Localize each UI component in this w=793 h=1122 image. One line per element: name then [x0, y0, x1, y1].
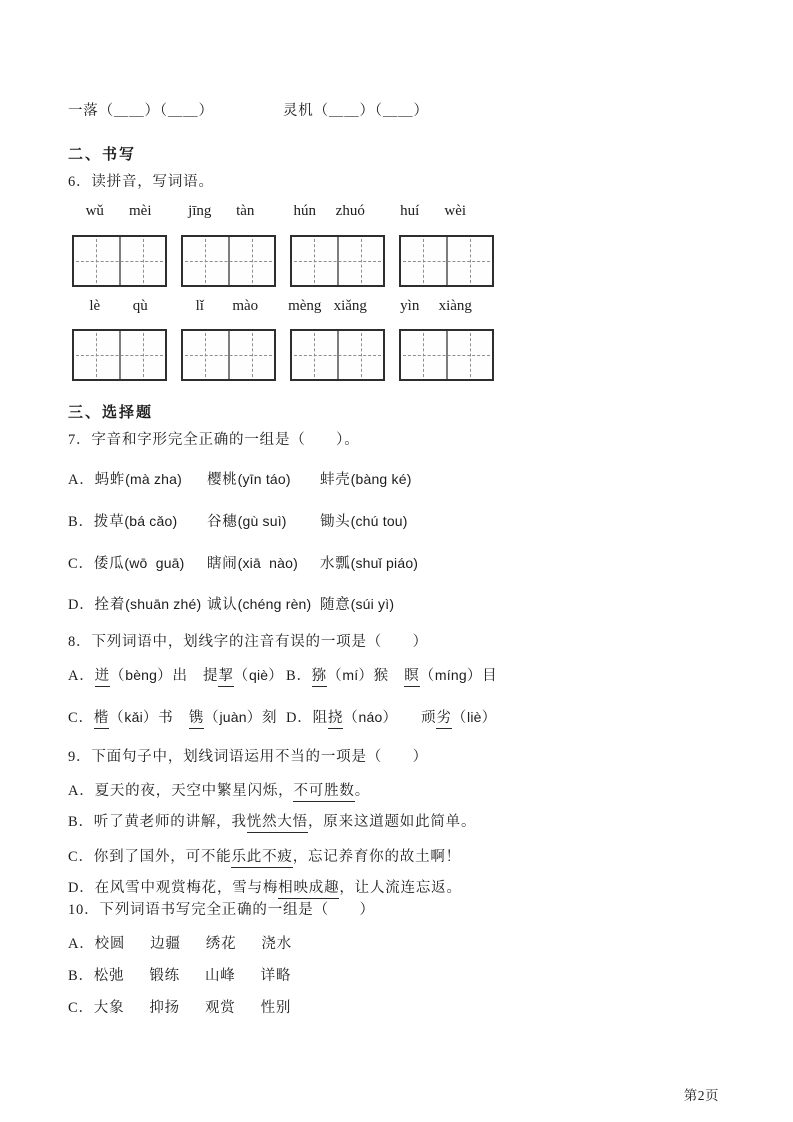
hanzi-word: C．倭瓜 [68, 556, 125, 572]
writing-grid-cell [337, 331, 384, 379]
q8-prompt: 8．下列词语中，划线字的注音有误的一项是（ ） [68, 634, 428, 650]
hanzi-word: 蚌壳 [320, 472, 351, 488]
underlined-term: 镌 [189, 710, 204, 729]
fill-blank-right: 灵机（＿＿）（＿＿） [283, 103, 429, 119]
pinyin-annotation: (shuǐ piáo) [350, 555, 419, 571]
writing-grid-box [181, 235, 276, 287]
pinyin-row-2 [72, 298, 478, 315]
text-segment: （ [419, 668, 435, 684]
text-segment: ）书 [142, 710, 189, 726]
underlined-term: 猕 [312, 668, 327, 687]
text-segment: （ [327, 668, 343, 684]
word-with-pinyin [68, 596, 207, 614]
pinyin-row-1 [72, 203, 478, 220]
q7-option-c [68, 555, 418, 573]
word-item: 详略 [260, 968, 292, 984]
writing-grid-box [181, 329, 276, 381]
word-with-pinyin [68, 555, 207, 573]
word-item: C．大象 [68, 1000, 125, 1016]
text-segment: （ [204, 710, 220, 726]
pinyin-syllable: yìn [400, 298, 420, 314]
word-with-pinyin [320, 555, 418, 573]
text-segment: ，忘记养育你的故土啊！ [292, 849, 461, 865]
q9-option-b [68, 813, 476, 831]
q6-prompt: 6．读拼音，写词语。 [68, 174, 214, 190]
underlined-term: 乐此不疲 [231, 849, 292, 868]
writing-grid-cell [228, 331, 275, 379]
q9-option-c [68, 848, 461, 866]
writing-grid-cell [292, 237, 337, 285]
underlined-term: 瞑 [404, 668, 419, 687]
pinyin-annotation: (bá cǎo) [124, 513, 178, 529]
q10-prompt: 10．下列词语书写完全正确的一组是（ ） [68, 902, 375, 918]
pinyin-annotation: (súi yì) [350, 596, 395, 612]
writing-grid-box [72, 329, 167, 381]
q8-option-d [286, 709, 497, 727]
word-with-pinyin [207, 471, 320, 489]
writing-grid-cell [119, 237, 166, 285]
q7-option-a [68, 471, 412, 489]
underlined-term: 不可胜数 [293, 783, 354, 802]
underlined-term: 挠 [328, 710, 343, 729]
text-segment: míng [434, 667, 467, 683]
hanzi-word: 水瓢 [320, 556, 351, 572]
pinyin-annotation: (bàng ké) [350, 471, 412, 487]
pinyin-group [177, 203, 268, 220]
q9-option-d [68, 879, 462, 897]
writing-grid-row-2 [72, 329, 494, 381]
pinyin-syllable: wǔ [85, 203, 104, 219]
word-item: 绣花 [205, 936, 237, 952]
word-item: 边疆 [150, 936, 181, 952]
pinyin-group [72, 298, 163, 315]
word-item: A．校圆 [68, 936, 126, 952]
pinyin-syllable: huí [400, 203, 420, 219]
underlined-term: 迸 [95, 668, 110, 687]
pinyin-syllable: lè [89, 298, 101, 314]
q8-options-cd [68, 709, 497, 727]
hanzi-word: D．拴着 [68, 597, 126, 613]
word-item: 性别 [260, 1000, 292, 1016]
q9-prompt: 9．下面句子中，划线词语运用不当的一项是（ ） [68, 749, 428, 765]
writing-grid-row-1 [72, 235, 494, 287]
q7-option-d [68, 596, 394, 614]
pinyin-annotation: (wō guā) [124, 555, 185, 571]
pinyin-group [387, 298, 478, 315]
hanzi-word: 诚认 [207, 597, 238, 613]
writing-grid-box [290, 329, 385, 381]
text-segment: ）目 [466, 668, 498, 684]
word-with-pinyin [320, 513, 408, 531]
page-number: 第2页 [683, 1088, 719, 1103]
pinyin-syllable: wèi [444, 203, 467, 219]
pinyin-annotation: (chéng rèn) [237, 596, 312, 612]
text-segment: D．阻 [286, 710, 328, 726]
text-segment: ，让人流连忘返。 [339, 880, 462, 896]
pinyin-group [282, 298, 373, 315]
word-with-pinyin [207, 596, 320, 614]
section-heading-choice: 三、选择题 [68, 404, 154, 421]
q7-option-b [68, 513, 408, 531]
word-with-pinyin [207, 513, 320, 531]
hanzi-word: 樱桃 [207, 472, 238, 488]
hanzi-word: 谷穗 [207, 514, 238, 530]
underlined-term: 楷 [94, 710, 109, 729]
q8-options-ab [68, 667, 497, 685]
q10-option-c [68, 999, 291, 1017]
pinyin-syllable: qù [132, 298, 148, 314]
pinyin-group [72, 203, 163, 220]
pinyin-annotation: (shuān zhé) [125, 596, 202, 612]
writing-grid-cell [183, 237, 228, 285]
text-segment: C． [68, 710, 94, 726]
fill-blank-left: 一落（＿＿）（＿＿） [68, 103, 214, 119]
writing-grid-cell [292, 331, 337, 379]
q7-prompt: 7．字音和字形完全正确的一组是（ ）。 [68, 432, 360, 448]
word-item: 浇水 [261, 936, 292, 952]
text-segment: （ [109, 710, 125, 726]
pinyin-annotation: (mà zha) [125, 471, 183, 487]
pinyin-syllable: hún [293, 203, 316, 219]
section-heading-writing: 二、书写 [68, 146, 137, 163]
text-segment: （ [451, 710, 468, 726]
writing-grid-cell [446, 331, 493, 379]
pinyin-syllable: mào [232, 298, 259, 314]
text-segment: ） [481, 710, 497, 726]
pinyin-syllable: xiàng [438, 298, 472, 314]
word-item: 锻练 [149, 968, 180, 984]
pinyin-syllable: mèng [288, 298, 322, 314]
text-segment: （ [233, 668, 249, 684]
text-segment: 。 [354, 783, 370, 799]
text-segment: kǎi [124, 709, 143, 725]
pinyin-group [177, 298, 268, 315]
writing-grid-cell [119, 331, 166, 379]
pinyin-annotation: (gù suì) [237, 513, 287, 529]
word-with-pinyin [320, 471, 412, 489]
writing-grid-cell [401, 237, 446, 285]
pinyin-group [387, 203, 478, 220]
text-segment: liè [467, 709, 482, 725]
text-segment: náo [358, 709, 383, 725]
writing-grid-box [72, 235, 167, 287]
q8-option-a [68, 667, 286, 685]
word-with-pinyin [320, 596, 394, 614]
text-segment: ）猴 [358, 668, 405, 684]
underlined-term: 劣 [436, 710, 451, 729]
text-segment: （ [109, 668, 126, 684]
hanzi-word: A．蚂蚱 [68, 472, 126, 488]
hanzi-word: 锄头 [320, 514, 351, 530]
pinyin-annotation: (chú tou) [350, 513, 408, 529]
pinyin-annotation: (yīn táo) [237, 471, 291, 487]
text-segment: bèng [125, 667, 158, 683]
text-segment: C．你到了国外，可不能 [68, 849, 232, 865]
hanzi-word: 随意 [320, 597, 351, 613]
text-segment: ）出 提 [157, 668, 219, 684]
pinyin-syllable: lǐ [195, 298, 204, 314]
word-with-pinyin [68, 471, 207, 489]
writing-grid-cell [337, 237, 384, 285]
writing-grid-box [290, 235, 385, 287]
pinyin-syllable: mèi [129, 203, 152, 219]
word-item: 观赏 [204, 1000, 236, 1016]
text-segment: ） [268, 668, 284, 684]
text-segment: juàn [219, 709, 247, 725]
word-item: 山峰 [204, 968, 236, 984]
text-segment: qiè [248, 667, 269, 683]
text-segment: ，原来这道题如此简单。 [307, 814, 477, 830]
underlined-term: 挈 [218, 668, 233, 687]
word-item: 抑扬 [149, 1000, 180, 1016]
word-item: B．松弛 [68, 968, 125, 984]
q9-option-a [68, 782, 370, 800]
hanzi-word: 瞎闹 [207, 556, 238, 572]
text-segment: ）刻 [246, 710, 278, 726]
hanzi-word: B．拨草 [68, 514, 125, 530]
writing-grid-cell [401, 331, 446, 379]
q8-option-b [286, 667, 497, 685]
writing-grid-cell [228, 237, 275, 285]
text-segment: D．在风雪中观赏梅花，雪与梅 [68, 880, 279, 896]
writing-grid-cell [446, 237, 493, 285]
pinyin-syllable: tàn [236, 203, 255, 219]
word-with-pinyin [207, 555, 320, 573]
text-segment: ） 顽 [382, 710, 437, 726]
pinyin-annotation: (xiā nào) [237, 555, 298, 571]
text-segment: A．夏天的夜，天空中繁星闪烁， [68, 783, 294, 799]
writing-grid-cell [183, 331, 228, 379]
pinyin-syllable: jīng [188, 203, 212, 219]
q10-option-a [68, 935, 292, 953]
writing-grid-cell [74, 237, 119, 285]
q8-option-c [68, 709, 286, 727]
pinyin-syllable: zhuó [335, 203, 365, 219]
writing-grid-box [399, 329, 494, 381]
writing-grid-box [399, 235, 494, 287]
pinyin-group [282, 203, 373, 220]
pinyin-syllable: xiǎng [333, 298, 367, 314]
text-segment: A． [68, 668, 95, 684]
text-segment: B． [286, 668, 312, 684]
text-segment: （ [343, 710, 359, 726]
q10-option-b [68, 967, 291, 985]
word-with-pinyin [68, 513, 207, 531]
underlined-term: 相映成趣 [278, 880, 339, 899]
writing-grid-cell [74, 331, 119, 379]
text-segment: B．听了黄老师的讲解，我 [68, 814, 247, 830]
underlined-term: 恍然大悟 [247, 814, 308, 833]
text-segment: mí [342, 667, 359, 683]
